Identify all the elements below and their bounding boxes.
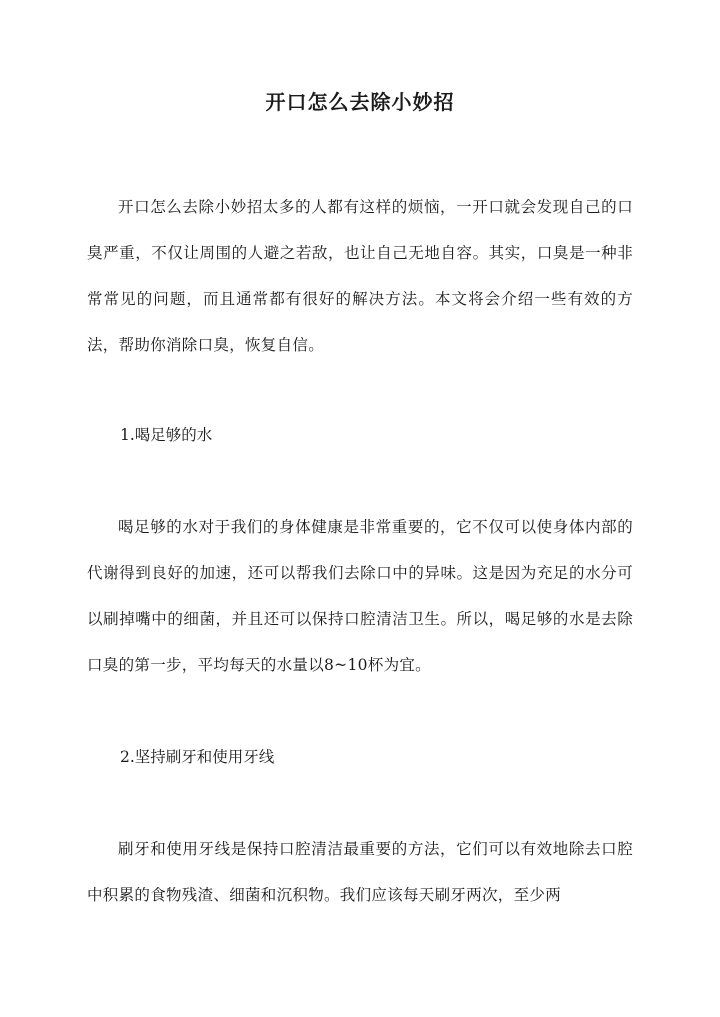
page-title: 开口怎么去除小妙招 bbox=[265, 90, 455, 114]
section-body-1: 喝足够的水对于我们的身体健康是非常重要的，它不仅可以使身体内部的代谢得到良好的加速，还可以帮我们去除口中的异味。这是因为充足的水分可以刷掉嘴中的细菌，并且还可以保持口腔清洁卫生。所以，喝足够的水是去除口臭的第一步，平均每天的水量以8~10杯为宜。 bbox=[87, 518, 633, 674]
intro-paragraph: 开口怎么去除小妙招太多的人都有这样的烦恼，一开口就会发现自己的口臭严重，不仅让周围的人避之若敌，也让自己无地自容。其实，口臭是一种非常常见的问题，而且通常都有很好的解决方法。本文将会介绍一些有效的方法，帮助你消除口臭，恢复自信。 bbox=[87, 198, 633, 354]
section-heading-2: 2.坚持刷牙和使用牙线 bbox=[120, 748, 275, 766]
section-heading-1: 1.喝足够的水 bbox=[120, 426, 213, 444]
section-body-2: 刷牙和使用牙线是保持口腔清洁最重要的方法，它们可以有效地除去口腔中积累的食物残渣、细菌和沉积物。我们应该每天刷牙两次，至少两 bbox=[87, 840, 633, 904]
